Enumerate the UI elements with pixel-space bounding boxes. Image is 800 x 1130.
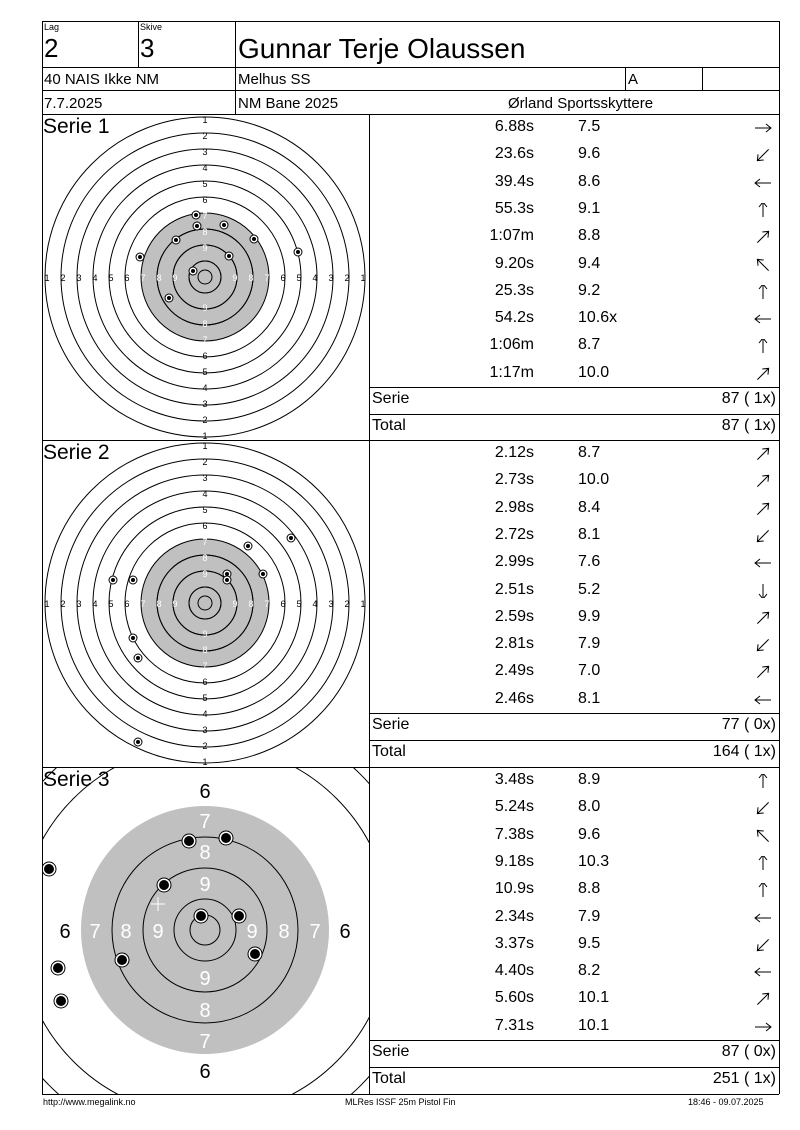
direction-arrow-icon bbox=[753, 801, 773, 815]
ring-label: 6 bbox=[59, 921, 71, 943]
direction-arrow-icon bbox=[753, 556, 773, 570]
ring-label: 2 bbox=[60, 599, 66, 609]
total-label: Total bbox=[372, 417, 406, 434]
header-divider bbox=[625, 67, 626, 90]
skive-label: Skive bbox=[140, 22, 163, 32]
shot-time: 39.4s bbox=[494, 172, 534, 190]
shot-score: 10.1 bbox=[578, 1016, 610, 1034]
direction-arrow-icon bbox=[753, 965, 773, 979]
shot-time: 23.6s bbox=[494, 145, 534, 163]
shot-hole-core bbox=[53, 963, 63, 973]
direction-arrow-icon bbox=[753, 611, 773, 625]
header-divider bbox=[138, 21, 139, 67]
ring-label: 8 bbox=[202, 319, 208, 329]
ring-label: 6 bbox=[202, 521, 208, 531]
shot-hole-core bbox=[138, 255, 142, 259]
ring-label: 2 bbox=[202, 415, 208, 425]
ring-label: 4 bbox=[312, 599, 318, 609]
shot-score: 9.5 bbox=[578, 934, 601, 952]
ring-label: 9 bbox=[202, 303, 208, 313]
direction-arrow-icon bbox=[753, 992, 773, 1006]
direction-arrow-icon bbox=[753, 883, 773, 897]
header-divider bbox=[42, 67, 779, 68]
ring-label: 8 bbox=[156, 599, 162, 609]
ring-label: 2 bbox=[60, 273, 66, 283]
ring-label: 8 bbox=[120, 921, 132, 943]
shot-hole-core bbox=[117, 955, 127, 965]
shot-score: 8.0 bbox=[578, 798, 601, 816]
summary-divider bbox=[369, 713, 779, 714]
ring-label: 5 bbox=[296, 273, 302, 283]
shot-time: 4.40s bbox=[494, 962, 534, 980]
ring-label: 4 bbox=[202, 489, 208, 499]
serie-sum-label: Serie bbox=[372, 716, 410, 733]
direction-arrow-icon bbox=[753, 176, 773, 190]
serie-sum-label: Serie bbox=[372, 1043, 410, 1060]
total-value: 251 ( 1x) bbox=[712, 1070, 776, 1087]
shot-score: 10.1 bbox=[578, 989, 610, 1007]
ring-label: 3 bbox=[202, 399, 208, 409]
shot-score: 7.6 bbox=[578, 553, 601, 571]
skive-value: 3 bbox=[140, 33, 155, 63]
total-value: 87 ( 1x) bbox=[721, 417, 776, 434]
shot-time: 5.24s bbox=[494, 798, 534, 816]
ring-label: 1 bbox=[202, 441, 208, 451]
ring-label: 4 bbox=[202, 383, 208, 393]
ring-label: 8 bbox=[202, 227, 208, 237]
summary-divider bbox=[369, 414, 779, 415]
ring-label: 5 bbox=[202, 367, 208, 377]
shot-score: 9.9 bbox=[578, 607, 601, 625]
shot-score: 8.8 bbox=[578, 880, 601, 898]
ring-label: 8 bbox=[248, 273, 254, 283]
ring-label: 9 bbox=[152, 921, 164, 943]
shot-time: 7.38s bbox=[494, 825, 534, 843]
group-label: A bbox=[628, 71, 639, 88]
shot-time: 2.72s bbox=[494, 525, 534, 543]
ring-label: 6 bbox=[124, 273, 130, 283]
ring-label: 7 bbox=[89, 921, 101, 943]
shot-hole-core bbox=[261, 572, 265, 576]
ring-label: 3 bbox=[328, 599, 334, 609]
ring-label: 2 bbox=[202, 741, 208, 751]
shot-score: 10.3 bbox=[578, 852, 610, 870]
ring-label: 7 bbox=[202, 211, 208, 221]
ring-label: 2 bbox=[202, 457, 208, 467]
shot-time: 9.18s bbox=[494, 852, 534, 870]
ring-label: 2 bbox=[202, 131, 208, 141]
shot-score: 10.0 bbox=[578, 471, 610, 489]
shot-time: 54.2s bbox=[494, 309, 534, 327]
ring-label: 1 bbox=[360, 599, 366, 609]
shot-hole-core bbox=[250, 949, 260, 959]
shot-hole-core bbox=[131, 636, 135, 640]
total-value: 164 ( 1x) bbox=[712, 743, 776, 760]
section-divider bbox=[369, 440, 370, 767]
shot-time: 3.37s bbox=[494, 934, 534, 952]
ring-label: 9 bbox=[202, 243, 208, 253]
shot-score: 8.7 bbox=[578, 444, 601, 461]
ring-label: 6 bbox=[280, 599, 286, 609]
class-name: 40 NAIS Ikke NM bbox=[44, 71, 160, 88]
ring-label: 5 bbox=[202, 693, 208, 703]
shot-time: 1:07m bbox=[489, 227, 534, 245]
ring-label: 8 bbox=[199, 842, 211, 864]
summary-divider bbox=[369, 1067, 779, 1068]
shot-hole-core bbox=[191, 269, 195, 273]
shot-hole-core bbox=[225, 578, 229, 582]
shot-score: 8.7 bbox=[578, 336, 601, 354]
ring-label: 9 bbox=[202, 629, 208, 639]
event-date: 7.7.2025 bbox=[44, 95, 103, 112]
shot-score: 10.6x bbox=[578, 309, 618, 327]
total-label: Total bbox=[372, 1070, 406, 1087]
shot-hole-core bbox=[225, 572, 229, 576]
shot-score: 8.6 bbox=[578, 172, 601, 190]
summary-divider bbox=[369, 387, 779, 388]
lag-value: 2 bbox=[44, 33, 59, 63]
ring-label: 7 bbox=[199, 811, 211, 833]
ring-label: 5 bbox=[202, 505, 208, 515]
ring-label: 1 bbox=[360, 273, 366, 283]
direction-arrow-icon bbox=[753, 911, 773, 925]
direction-arrow-icon bbox=[753, 938, 773, 952]
ring-label: 6 bbox=[280, 273, 286, 283]
shot-score: 9.4 bbox=[578, 254, 601, 272]
shot-time: 5.60s bbox=[494, 989, 534, 1007]
direction-arrow-icon bbox=[753, 774, 773, 788]
header-divider bbox=[702, 67, 703, 90]
ring-label: 9 bbox=[199, 874, 211, 896]
shot-time: 25.3s bbox=[494, 281, 534, 299]
ring-label: 4 bbox=[202, 163, 208, 173]
ring-label: 3 bbox=[76, 599, 82, 609]
direction-arrow-icon bbox=[753, 474, 773, 488]
ring-label: 6 bbox=[202, 677, 208, 687]
ring-label: 4 bbox=[312, 273, 318, 283]
ring-label: 5 bbox=[108, 599, 114, 609]
shot-hole-core bbox=[195, 224, 199, 228]
shot-score: 7.0 bbox=[578, 662, 601, 680]
direction-arrow-icon bbox=[753, 829, 773, 843]
shot-score: 7.9 bbox=[578, 635, 601, 653]
ring-label: 1 bbox=[44, 273, 50, 283]
ring-label: 9 bbox=[202, 569, 208, 579]
shot-score: 10.0 bbox=[578, 363, 610, 381]
ring-label: 8 bbox=[199, 1000, 211, 1022]
shot-hole-core bbox=[174, 238, 178, 242]
lag-label: Lag bbox=[44, 22, 60, 32]
ring-label: 6 bbox=[199, 1061, 211, 1083]
direction-arrow-icon bbox=[753, 203, 773, 217]
shot-time: 2.81s bbox=[494, 635, 534, 653]
shot-score: 9.2 bbox=[578, 281, 601, 299]
ring-label: 9 bbox=[172, 599, 178, 609]
shot-time: 9.20s bbox=[494, 254, 534, 272]
shot-time: 2.34s bbox=[494, 907, 534, 925]
shot-score: 5.2 bbox=[578, 580, 601, 598]
shot-hole-core bbox=[234, 911, 244, 921]
ring-label: 6 bbox=[339, 921, 351, 943]
shot-time: 2.98s bbox=[494, 498, 534, 516]
serie-sum-value: 77 ( 0x) bbox=[721, 716, 776, 733]
section-divider bbox=[369, 114, 370, 441]
direction-arrow-icon bbox=[753, 148, 773, 162]
ring-label: 9 bbox=[232, 599, 238, 609]
shot-hole-core bbox=[194, 213, 198, 217]
shot-hole-core bbox=[184, 836, 194, 846]
ring-label: 5 bbox=[296, 599, 302, 609]
shooter-name: Gunnar Terje Olaussen bbox=[238, 33, 526, 64]
ring-label: 8 bbox=[156, 273, 162, 283]
event-name: NM Bane 2025 bbox=[238, 95, 339, 112]
shot-score: 8.9 bbox=[578, 771, 601, 788]
ring-label: 8 bbox=[278, 921, 290, 943]
shot-score: 9.6 bbox=[578, 145, 601, 163]
shot-hole-core bbox=[221, 833, 231, 843]
direction-arrow-icon bbox=[753, 121, 773, 135]
shot-time: 6.88s bbox=[494, 118, 534, 135]
shot-time: 1:06m bbox=[489, 336, 534, 354]
shot-score: 8.1 bbox=[578, 525, 601, 543]
serie-sum-value: 87 ( 1x) bbox=[721, 390, 776, 407]
shot-time: 7.31s bbox=[494, 1016, 534, 1034]
shot-hole-core bbox=[196, 911, 206, 921]
total-label: Total bbox=[372, 743, 406, 760]
section-divider bbox=[369, 767, 370, 1094]
ring-label: 7 bbox=[140, 599, 146, 609]
ring-label: 5 bbox=[108, 273, 114, 283]
ring-label: 4 bbox=[202, 709, 208, 719]
shot-hole-core bbox=[167, 296, 171, 300]
direction-arrow-icon bbox=[753, 529, 773, 543]
ring-label: 9 bbox=[172, 273, 178, 283]
footer-program: MLRes ISSF 25m Pistol Fin bbox=[345, 1097, 456, 1107]
shot-time: 2.12s bbox=[494, 444, 534, 461]
target-2 bbox=[43, 441, 369, 767]
ring-label: 2 bbox=[344, 273, 350, 283]
frame-bottom bbox=[42, 1094, 779, 1095]
shot-hole-core bbox=[111, 578, 115, 582]
serie-title: Serie 3 bbox=[43, 768, 110, 791]
shot-time: 3.48s bbox=[494, 771, 534, 788]
shot-time: 2.59s bbox=[494, 607, 534, 625]
direction-arrow-icon bbox=[753, 285, 773, 299]
shot-score: 8.8 bbox=[578, 227, 601, 245]
ring-label: 9 bbox=[199, 968, 211, 990]
shot-hole-core bbox=[296, 250, 300, 254]
club-name: Melhus SS bbox=[238, 71, 311, 88]
direction-arrow-icon bbox=[753, 1020, 773, 1034]
ring-label: 3 bbox=[202, 473, 208, 483]
shot-hole-core bbox=[289, 536, 293, 540]
target-1 bbox=[43, 115, 369, 441]
ring-label: 1 bbox=[202, 115, 208, 125]
footer-timestamp: 18:46 - 09.07.2025 bbox=[688, 1097, 764, 1107]
ring-label: 7 bbox=[199, 1031, 211, 1053]
shot-time: 2.99s bbox=[494, 553, 534, 571]
ring-label: 9 bbox=[246, 921, 258, 943]
ring-label: 7 bbox=[264, 599, 270, 609]
organizer-name: Ørland Sportsskyttere bbox=[508, 95, 654, 112]
ring-label: 8 bbox=[202, 645, 208, 655]
direction-arrow-icon bbox=[753, 312, 773, 326]
serie-title: Serie 1 bbox=[43, 115, 110, 138]
summary-divider bbox=[369, 740, 779, 741]
frame-right bbox=[779, 21, 780, 1094]
shot-score: 8.4 bbox=[578, 498, 601, 516]
shot-score: 7.5 bbox=[578, 118, 601, 135]
shot-hole-core bbox=[227, 254, 231, 258]
direction-arrow-icon bbox=[753, 638, 773, 652]
shot-score: 8.2 bbox=[578, 962, 601, 980]
direction-arrow-icon bbox=[753, 339, 773, 353]
ring-label: 1 bbox=[44, 599, 50, 609]
target-3 bbox=[43, 768, 369, 1094]
shot-hole-core bbox=[131, 578, 135, 582]
ring-label: 7 bbox=[202, 661, 208, 671]
ring-label: 7 bbox=[264, 273, 270, 283]
ring-label: 1 bbox=[202, 757, 208, 767]
direction-arrow-icon bbox=[753, 230, 773, 244]
ring-label: 8 bbox=[202, 553, 208, 563]
serie-sum-value: 87 ( 0x) bbox=[721, 1043, 776, 1060]
shot-time: 2.73s bbox=[494, 471, 534, 489]
shot-time: 2.49s bbox=[494, 662, 534, 680]
direction-arrow-icon bbox=[753, 447, 773, 461]
ring-label: 8 bbox=[248, 599, 254, 609]
ring-label: 3 bbox=[202, 147, 208, 157]
ring-label: 1 bbox=[202, 431, 208, 441]
ring-label: 7 bbox=[202, 537, 208, 547]
direction-arrow-icon bbox=[753, 367, 773, 381]
ring-label: 3 bbox=[328, 273, 334, 283]
shot-hole-core bbox=[136, 656, 140, 660]
shot-score: 8.1 bbox=[578, 689, 601, 707]
shot-time: 1:17m bbox=[489, 363, 534, 381]
direction-arrow-icon bbox=[753, 856, 773, 870]
shot-score: 9.1 bbox=[578, 199, 601, 217]
ring-label: 6 bbox=[199, 781, 211, 803]
direction-arrow-icon bbox=[753, 665, 773, 679]
direction-arrow-icon bbox=[753, 258, 773, 272]
shot-hole-core bbox=[246, 544, 250, 548]
shot-time: 10.9s bbox=[494, 880, 534, 898]
direction-arrow-icon bbox=[753, 693, 773, 707]
ring-label: 7 bbox=[140, 273, 146, 283]
ring-label: 7 bbox=[309, 921, 321, 943]
ring-label: 3 bbox=[76, 273, 82, 283]
shot-hole-core bbox=[136, 740, 140, 744]
ring-label: 6 bbox=[202, 195, 208, 205]
shot-time: 2.51s bbox=[494, 580, 534, 598]
ring-label: 4 bbox=[92, 599, 98, 609]
direction-arrow-icon bbox=[753, 584, 773, 598]
ring-label: 6 bbox=[202, 351, 208, 361]
serie-sum-label: Serie bbox=[372, 390, 410, 407]
ring-label: 7 bbox=[202, 335, 208, 345]
ring-label: 6 bbox=[124, 599, 130, 609]
shot-hole-core bbox=[252, 237, 256, 241]
shot-time: 55.3s bbox=[494, 199, 534, 217]
shot-hole-core bbox=[44, 864, 54, 874]
header-divider bbox=[42, 90, 779, 91]
shot-score: 7.9 bbox=[578, 907, 601, 925]
shot-time: 2.46s bbox=[494, 689, 534, 707]
summary-divider bbox=[369, 1040, 779, 1041]
shot-hole-core bbox=[56, 996, 66, 1006]
ring-label: 9 bbox=[232, 273, 238, 283]
direction-arrow-icon bbox=[753, 502, 773, 516]
footer-url[interactable]: http://www.megalink.no bbox=[43, 1097, 136, 1107]
shot-score: 9.6 bbox=[578, 825, 601, 843]
ring-label: 3 bbox=[202, 725, 208, 735]
serie-title: Serie 2 bbox=[43, 441, 110, 464]
shot-hole-core bbox=[222, 223, 226, 227]
shot-hole-core bbox=[159, 880, 169, 890]
ring-label: 4 bbox=[92, 273, 98, 283]
ring-label: 5 bbox=[202, 179, 208, 189]
ring-label: 2 bbox=[344, 599, 350, 609]
